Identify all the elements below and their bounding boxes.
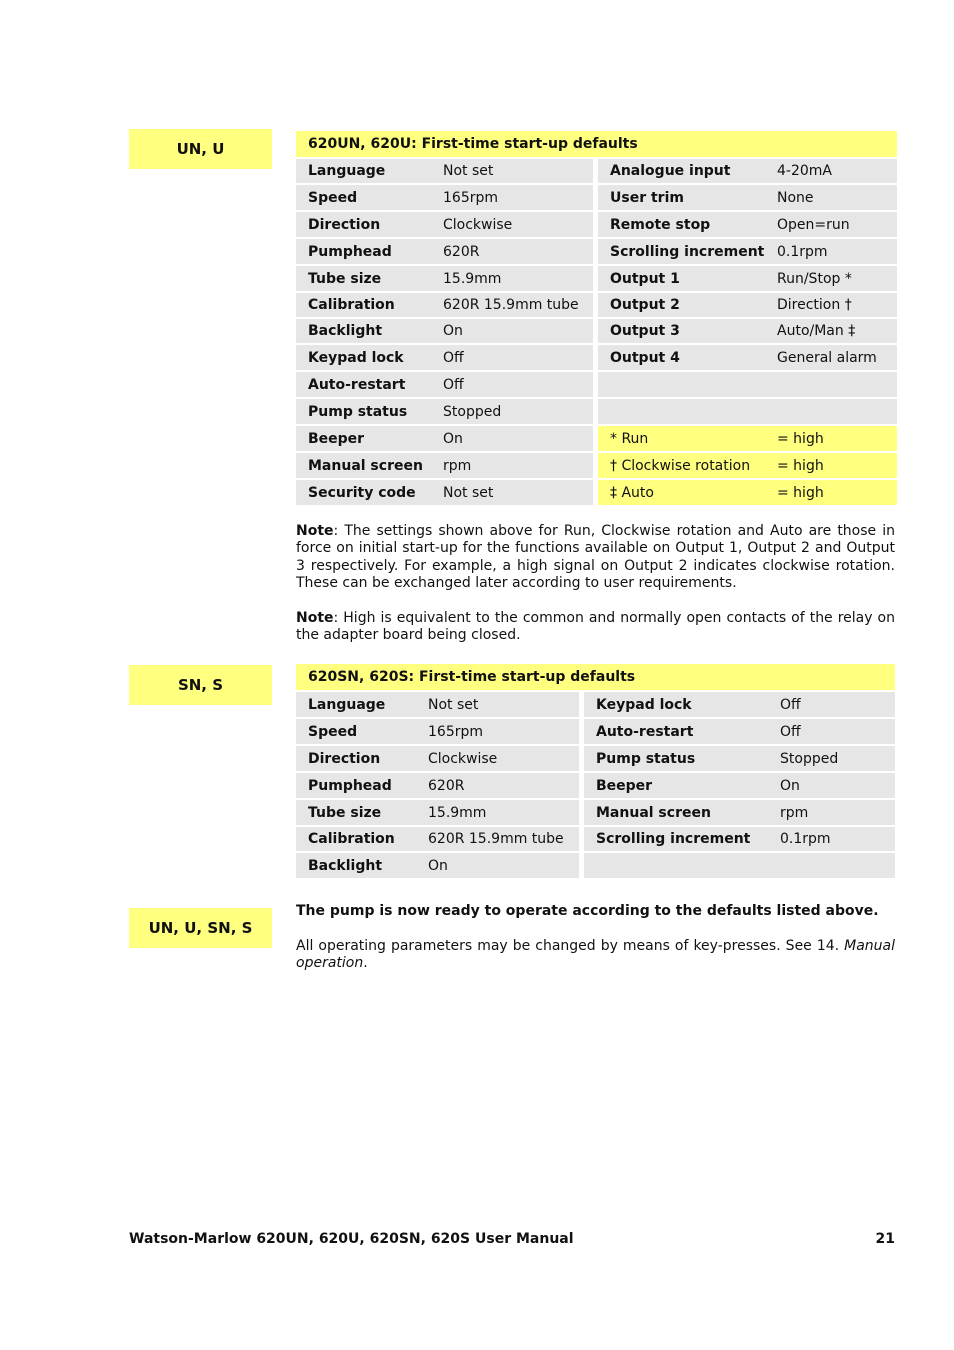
table-row (296, 372, 593, 397)
table-row (296, 345, 593, 370)
row-label: * Run (610, 430, 649, 447)
row-value: 4-20mA (777, 163, 832, 179)
table-row (598, 212, 897, 237)
table-row (296, 480, 593, 505)
row-label: Tube size (308, 804, 382, 821)
note-label: Note (296, 523, 334, 539)
row-label: Calibration (308, 297, 395, 313)
row-label: Language (308, 696, 386, 713)
row-label: Output 1 (610, 270, 680, 287)
table-row (296, 266, 593, 291)
row-label: Manual screen (308, 457, 423, 474)
row-label: Auto-restart (308, 376, 406, 393)
row-label: Pump status (308, 403, 408, 420)
row-value: Open=run (777, 216, 850, 233)
note-high (296, 610, 895, 645)
row-value: 165rpm (428, 723, 484, 740)
row-label: Beeper (596, 777, 653, 794)
table-title: 620UN, 620U: First-time start-up defaults (296, 131, 897, 157)
table-row (584, 853, 895, 878)
row-value: Off (443, 376, 464, 393)
row-label: Keypad lock (308, 349, 404, 366)
section-tag-un-u: UN, U (129, 129, 272, 169)
table-row (296, 746, 579, 771)
table-row (296, 159, 593, 183)
table-row (598, 372, 897, 397)
row-label: Pumphead (308, 243, 392, 260)
row-value: On (443, 323, 463, 339)
table-row (584, 800, 895, 825)
row-value: Stopped (780, 750, 839, 767)
row-label: Direction (308, 750, 381, 767)
table-row (296, 773, 579, 798)
table-row (296, 293, 593, 317)
row-value: 0.1rpm (780, 831, 831, 847)
table-row (598, 293, 897, 317)
table-row (598, 426, 897, 451)
defaults-table-sn-s (296, 664, 895, 880)
row-label: Output 4 (610, 349, 680, 366)
ready-statement: The pump is now ready to operate according to the defaults listed above. (296, 903, 879, 919)
table-row (296, 185, 593, 210)
section-tag-all: UN, U, SN, S (129, 908, 272, 948)
table-left-column (296, 159, 593, 507)
row-value: Clockwise (443, 216, 513, 233)
row-label: Keypad lock (596, 696, 692, 713)
row-value: 0.1rpm (777, 243, 828, 260)
row-label: Direction (308, 216, 381, 233)
row-value: = high (777, 430, 824, 447)
table-row (296, 453, 593, 478)
table-right-column (598, 159, 897, 507)
note-label: Note (296, 610, 334, 626)
table-row (598, 345, 897, 370)
row-label: Auto-restart (596, 723, 694, 740)
table-row (598, 159, 897, 183)
row-label: Backlight (308, 857, 383, 874)
table-row (598, 399, 897, 424)
row-value: rpm (443, 457, 472, 474)
row-label: Pumphead (308, 777, 392, 794)
table-row (296, 399, 593, 424)
row-value: Run/Stop * (777, 270, 852, 287)
table-row (296, 827, 579, 851)
row-value: 620R 15.9mm tube (428, 831, 564, 847)
row-label: Speed (308, 723, 358, 740)
row-value: On (780, 777, 800, 794)
row-label: Backlight (308, 323, 383, 339)
table-row (598, 319, 897, 343)
row-label: Analogue input (610, 163, 731, 179)
row-value: Not set (443, 163, 494, 179)
note-text: : High is equivalent to the common and normally open contacts of the relay on the adapter board being closed. (296, 610, 895, 644)
table-row (296, 319, 593, 343)
row-value: 165rpm (443, 189, 499, 206)
table-row (296, 853, 579, 878)
row-label: Output 2 (610, 297, 680, 313)
page-number: 21 (875, 1231, 895, 1247)
note-text: : The settings shown above for Run, Clockwise rotation and Auto are those in force on initial start-up for the functions available on Output 1, Output 2 and Output 3 respectively. For example, a high signal on Output 2 indicates clockwise rotation. These can be exchanged later according to user requirements. (296, 523, 895, 591)
table-row (584, 719, 895, 744)
row-label: User trim (610, 189, 684, 206)
table-row (584, 746, 895, 771)
row-label: Tube size (308, 270, 382, 287)
row-value: 620R 15.9mm tube (443, 297, 579, 313)
table-row (296, 212, 593, 237)
row-value: Direction † (777, 297, 852, 313)
row-value: 15.9mm (443, 270, 502, 287)
manual-operation-ref: Manual operation (296, 938, 895, 972)
footer-title: Watson-Marlow 620UN, 620U, 620SN, 620S User Manual (129, 1231, 574, 1247)
row-label: Scrolling increment (610, 243, 765, 260)
row-value: None (777, 189, 814, 206)
defaults-table-un-u (296, 131, 897, 507)
row-label: Remote stop (610, 216, 711, 233)
row-value: 620R (443, 243, 480, 260)
row-value: Not set (443, 484, 494, 501)
row-label: Output 3 (610, 323, 680, 339)
ready-text: All operating parameters may be changed by means of key-presses. See 14. (296, 938, 845, 954)
ready-description (296, 938, 895, 973)
table-row (598, 480, 897, 505)
row-label: Language (308, 163, 386, 179)
row-value: 620R (428, 777, 465, 794)
table-row (598, 185, 897, 210)
table-row (584, 692, 895, 717)
row-label: † Clockwise rotation (610, 457, 751, 474)
row-label: Manual screen (596, 804, 711, 821)
table-row (296, 719, 579, 744)
table-right-column (584, 692, 895, 880)
table-row (584, 827, 895, 851)
row-value: Off (780, 696, 801, 713)
row-label: ‡ Auto (610, 484, 654, 501)
table-row (296, 426, 593, 451)
table-row (296, 239, 593, 264)
page-footer (129, 1231, 895, 1247)
table-row (296, 692, 579, 717)
row-value: On (443, 430, 463, 447)
row-label: Pump status (596, 750, 696, 767)
table-row (598, 453, 897, 478)
row-label: Beeper (308, 430, 365, 447)
note-run-direction (296, 523, 895, 592)
row-value: Clockwise (428, 750, 498, 767)
section-tag-sn-s: SN, S (129, 665, 272, 705)
row-value: General alarm (777, 349, 877, 366)
row-value: = high (777, 457, 824, 474)
table-row (598, 266, 897, 291)
row-label: Scrolling increment (596, 831, 751, 847)
table-row (296, 800, 579, 825)
row-value: Stopped (443, 403, 502, 420)
row-value: Auto/Man ‡ (777, 323, 856, 339)
row-label: Speed (308, 189, 358, 206)
table-row (598, 239, 897, 264)
row-value: = high (777, 484, 824, 501)
row-value: On (428, 857, 448, 874)
table-title: 620SN, 620S: First-time start-up defaults (296, 664, 895, 690)
row-value: Not set (428, 696, 479, 713)
row-value: rpm (780, 804, 809, 821)
row-value: Off (443, 349, 464, 366)
table-left-column (296, 692, 579, 880)
ready-end: . (363, 955, 368, 972)
table-row (584, 773, 895, 798)
row-value: Off (780, 723, 801, 740)
row-label: Calibration (308, 831, 395, 847)
row-value: 15.9mm (428, 804, 487, 821)
row-label: Security code (308, 484, 416, 501)
